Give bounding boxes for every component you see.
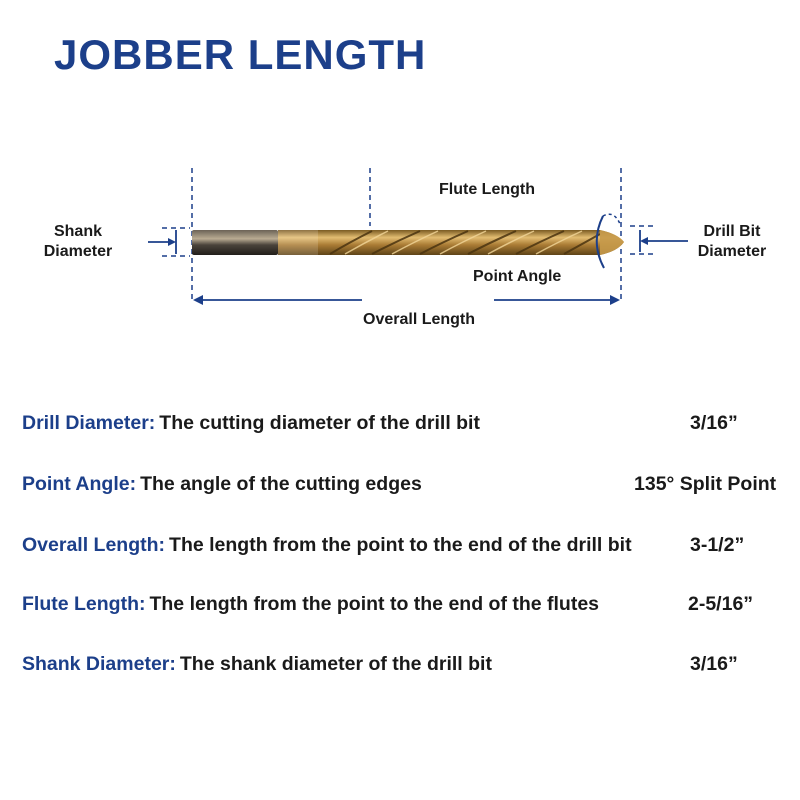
shank-arrow: [168, 238, 176, 246]
overall-length-label: Overall Length: [363, 311, 476, 328]
spec-description: The shank diameter of the drill bit: [179, 653, 492, 675]
spec-value: 135° Split Point: [634, 473, 777, 495]
shank-diameter-label: Shank Diameter: [43, 223, 113, 260]
spec-value: 2-5/16”: [688, 593, 754, 615]
drill-bit-diagram: [0, 150, 800, 350]
drill-bit-diameter-label: Drill Bit Diameter: [697, 223, 767, 260]
point-angle-label: Point Angle: [473, 268, 562, 285]
spec-description: The angle of the cutting edges: [140, 473, 422, 495]
spec-row-shank-diameter: [22, 650, 792, 678]
spec-value: 3/16”: [690, 412, 738, 434]
spec-description: The length from the point to the end of the flutes: [149, 593, 600, 615]
drill-diameter-arrow: [640, 237, 648, 245]
flute-length-label: Flute Length: [439, 181, 535, 198]
spec-term: Point Angle:: [22, 473, 137, 495]
page-title: JOBBER LENGTH: [54, 31, 427, 78]
spec-value: 3-1/2”: [690, 534, 745, 556]
spec-row-drill-diameter: [22, 409, 792, 437]
spec-row-point-angle: [22, 470, 792, 498]
spec-description: The cutting diameter of the drill bit: [159, 412, 480, 434]
spec-description: The length from the point to the end of the drill bit: [169, 534, 632, 556]
spec-term: Shank Diameter:: [22, 653, 176, 675]
spec-term: Overall Length:: [22, 534, 166, 556]
drill-bit-body: [192, 230, 624, 255]
spec-term: Drill Diameter:: [22, 412, 156, 434]
spec-term: Flute Length:: [22, 593, 146, 615]
spec-value: 3/16”: [690, 653, 738, 675]
spec-row-flute-length: [22, 590, 792, 618]
spec-row-overall-length: [22, 531, 792, 559]
